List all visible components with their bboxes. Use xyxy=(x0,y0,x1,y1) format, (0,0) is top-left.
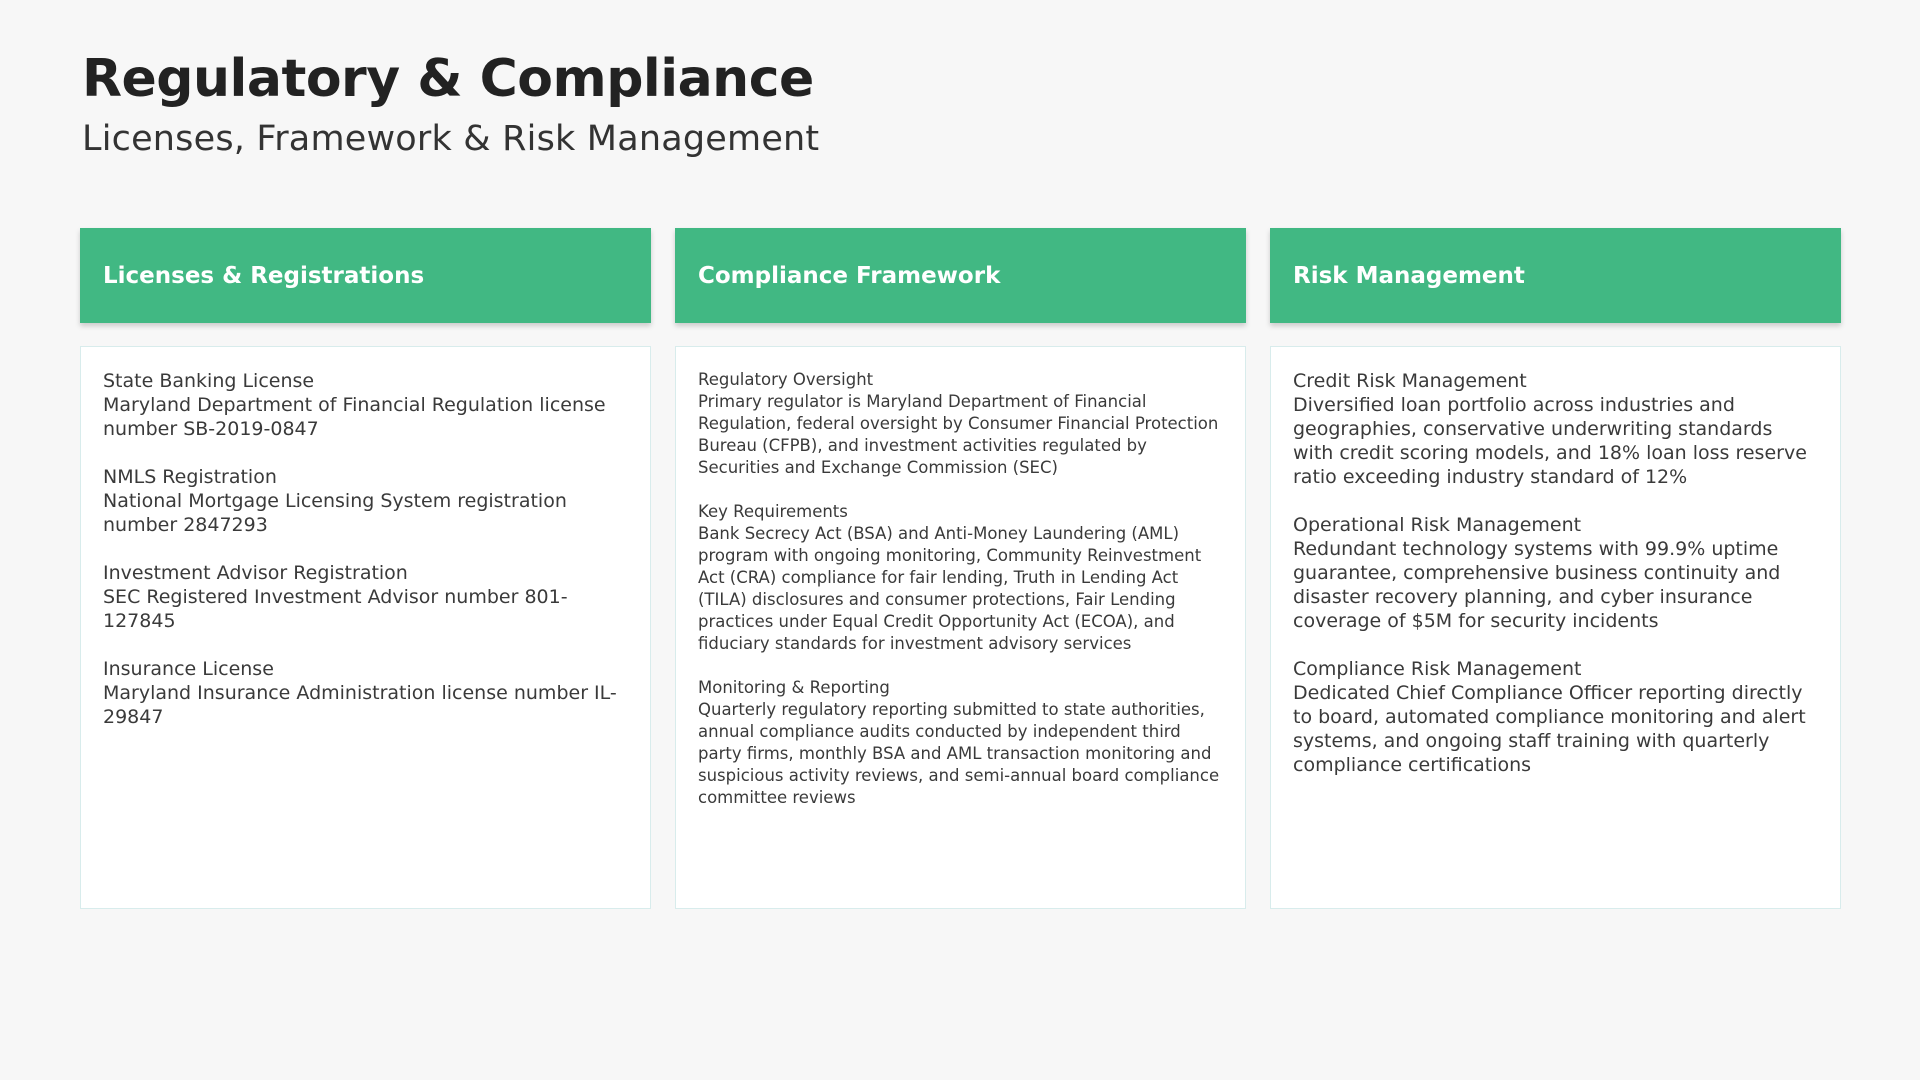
item-text: SEC Registered Investment Advisor number 801-127845 xyxy=(103,586,568,632)
column-card xyxy=(675,346,1246,909)
list-item xyxy=(103,657,628,729)
item-title: Operational Risk Management xyxy=(1293,514,1582,536)
item-title: Regulatory Oversight xyxy=(698,370,874,389)
column-header xyxy=(1270,228,1841,323)
item-text: Maryland Department of Financial Regulation license number SB-2019-0847 xyxy=(103,394,606,440)
item-text: Maryland Insurance Administration license number IL-29847 xyxy=(103,682,617,728)
item-title: Credit Risk Management xyxy=(1293,370,1527,392)
column-heading: Compliance Framework xyxy=(698,262,1001,289)
item-text: Redundant technology systems with 99.9% uptime guarantee, comprehensive business continuity and disaster recovery planning, and cyber insurance coverage of $5M for security incidents xyxy=(1293,538,1781,632)
item-text: National Mortgage Licensing System registration number 2847293 xyxy=(103,490,567,536)
column-header xyxy=(80,228,651,323)
list-item xyxy=(1293,513,1818,633)
column-card xyxy=(80,346,651,909)
item-text: Bank Secrecy Act (BSA) and Anti-Money Laundering (AML) program with ongoing monitoring, Community Reinvestment Act (CRA) compliance for fair lending, Truth in Lending Act (TILA) disclosures and consumer protections, Fair Lending practices under Equal Credit Opportunity Act (ECOA), and fiduciary standards for investment advisory services xyxy=(698,524,1202,653)
column-licenses-registrations xyxy=(80,228,651,909)
item-title: Insurance License xyxy=(103,658,274,680)
item-text: Quarterly regulatory reporting submitted to state authorities, annual compliance audits conducted by independent third party firms, monthly BSA and AML transaction monitoring and suspicious activity reviews, and semi-annual board compliance committee reviews xyxy=(698,700,1220,807)
page-title: Regulatory & Compliance xyxy=(82,49,814,109)
list-item xyxy=(698,501,1223,655)
item-title: State Banking License xyxy=(103,370,315,392)
list-item xyxy=(1293,369,1818,489)
list-item xyxy=(698,369,1223,479)
item-text: Dedicated Chief Compliance Officer reporting directly to board, automated compliance monitoring and alert systems, and ongoing staff training with quarterly compliance certifications xyxy=(1293,682,1806,776)
columns-container xyxy=(80,228,1841,909)
item-text: Primary regulator is Maryland Department of Financial Regulation, federal oversight by Consumer Financial Protection Bureau (CFPB), and investment activities regulated by Securities and Exchange Commission (SEC) xyxy=(698,392,1219,477)
item-title: Key Requirements xyxy=(698,502,848,521)
list-item xyxy=(103,369,628,441)
item-text: Diversified loan portfolio across industries and geographies, conservative underwriting standards with credit scoring models, and 18% loan loss reserve ratio exceeding industry standard of 12% xyxy=(1293,394,1807,488)
column-header xyxy=(675,228,1246,323)
list-item xyxy=(103,465,628,537)
item-title: Monitoring & Reporting xyxy=(698,678,890,697)
page-subtitle: Licenses, Framework & Risk Management xyxy=(82,119,820,159)
item-title: Compliance Risk Management xyxy=(1293,658,1582,680)
column-compliance-framework xyxy=(675,228,1246,909)
item-title: NMLS Registration xyxy=(103,466,277,488)
column-risk-management xyxy=(1270,228,1841,909)
column-card xyxy=(1270,346,1841,909)
list-item xyxy=(1293,657,1818,777)
column-heading: Licenses & Registrations xyxy=(103,262,425,289)
item-title: Investment Advisor Registration xyxy=(103,562,408,584)
list-item xyxy=(103,561,628,633)
page-header xyxy=(82,44,819,164)
column-heading: Risk Management xyxy=(1293,262,1525,289)
list-item xyxy=(698,677,1223,809)
